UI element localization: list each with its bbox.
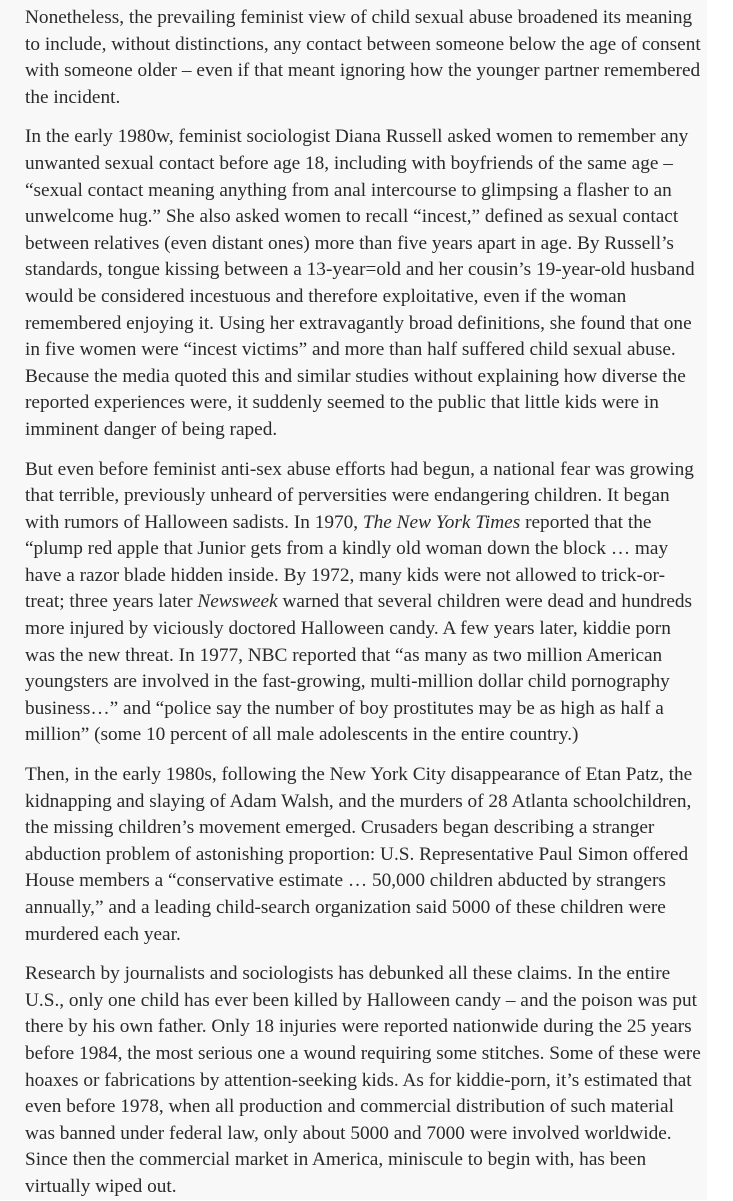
text-line: business…” and “police say the number of boy prostitutes may be as high as half a	[25, 697, 664, 719]
text-line	[25, 510, 713, 537]
text-line: have a razor blade hidden inside. By 1972, many kids were not allowed to trick-or-	[25, 564, 665, 586]
article-body	[25, 5, 713, 1201]
text-line: annually,” and a leading child-search organization said 5000 of these children were	[25, 897, 666, 918]
publication-title: The New York Times	[362, 511, 521, 533]
text-line: “sexual contact meaning anything from anal intercourse to glimpsing a flasher to an	[25, 179, 672, 201]
text-line: the incident.	[25, 86, 121, 108]
paragraph-russell-study	[25, 124, 713, 443]
text-line: murdered each year.	[25, 923, 181, 945]
paragraph-consent-definition	[25, 5, 713, 111]
text-line: million” (some 10 percent of all male adolescents in the entire country.)	[25, 724, 579, 746]
text-run: reported that the	[520, 511, 652, 533]
text-line: youngsters are involved in the fast-growing, multi-million dollar child pornography	[25, 671, 670, 693]
text-line: “plump red apple that Junior gets from a kindly old woman down the block … may	[25, 538, 669, 560]
text-run: warned that several children were dead and hundreds	[277, 591, 693, 613]
text-line: would be considered incestuous and therefore exploitative, even if the woman	[25, 285, 627, 307]
text-line: reported experiences were, it suddenly seemed to the public that little kids were in	[25, 392, 659, 414]
text-line: Nonetheless, the prevailing feminist view of child sexual abuse broadened its meaning	[25, 7, 693, 28]
text-line	[25, 589, 713, 616]
paragraph-research-debunk	[25, 961, 713, 1200]
text-line: Then, in the early 1980s, following the New York City disappearance of Etan Patz, the	[25, 764, 693, 786]
text-run: with rumors of Halloween sadists. In 1970,	[25, 511, 363, 533]
text-line: kidnapping and slaying of Adam Walsh, and the murders of 28 Atlanta schoolchildren,	[25, 790, 692, 812]
text-line: there by his own father. Only 18 injuries were reported nationwide during the 25 years	[25, 1016, 692, 1038]
text-line: in five women were “incest victims” and more than half suffered child sexual abuse.	[25, 339, 676, 361]
text-line: that terrible, previously unheard of perversities were endangering children. It began	[25, 485, 670, 507]
text-line: the missing children’s movement emerged. Crusaders began describing a stranger	[25, 817, 655, 839]
right-margin-strip	[707, 0, 733, 1200]
text-line: more injured by viciously doctored Halloween candy. A few years later, kiddie porn	[25, 618, 671, 640]
text-line: imminent danger of being raped.	[25, 418, 278, 440]
text-line: standards, tongue kissing between a 13-year=old and her cousin’s 19-year-old husband	[25, 259, 695, 281]
text-line: In the early 1980w, feminist sociologist Diana Russell asked women to remember any	[25, 126, 689, 148]
text-line: was banned under federal law, only about 5000 and 7000 were involved worldwide.	[25, 1122, 672, 1144]
text-line: hoaxes or fabrications by attention-seeking kids. As for kiddie-porn, it’s estimated that	[25, 1069, 692, 1091]
text-line: Because the media quoted this and similar studies without explaining how diverse the	[25, 365, 686, 387]
text-line: even before 1978, when all production and commercial distribution of such material	[25, 1096, 674, 1118]
paragraph-national-fear	[25, 457, 713, 750]
text-line: with someone older – even if that meant ignoring how the younger partner remembered	[25, 60, 701, 82]
text-line: U.S., only one child has ever been killed by Halloween candy – and the poison was put	[25, 989, 698, 1011]
text-line: between relatives (even distant ones) more than five years apart in age. By Russell’s	[25, 232, 674, 254]
text-line: House members a “conservative estimate … 50,000 children abducted by strangers	[25, 870, 666, 892]
text-line: unwelcome hug.” She also asked women to recall “incest,” defined as sexual contact	[25, 206, 679, 228]
publication-title: Newsweek	[197, 591, 278, 613]
text-run: treat; three years later	[25, 591, 198, 613]
text-line: abduction problem of astonishing proportion: U.S. Representative Paul Simon offered	[25, 843, 689, 865]
text-line: before 1984, the most serious one a wound requiring some stitches. Some of these were	[25, 1042, 701, 1064]
text-line: remembered enjoying it. Using her extravagantly broad definitions, she found that one	[25, 312, 692, 334]
paragraph-missing-children	[25, 762, 713, 948]
text-line: unwanted sexual contact before age 18, including with boyfriends of the same age –	[25, 152, 673, 174]
text-line: to include, without distinctions, any contact between someone below the age of consent	[25, 33, 701, 55]
text-line: Research by journalists and sociologists has debunked all these claims. In the entire	[25, 963, 671, 985]
text-line: Since then the commercial market in America, miniscule to begin with, has been	[25, 1149, 647, 1171]
text-line: But even before feminist anti-sex abuse efforts had begun, a national fear was growing	[25, 458, 694, 480]
text-line: virtually wiped out.	[25, 1175, 177, 1197]
text-line: was the new threat. In 1977, NBC reported that “as many as two million American	[25, 644, 663, 666]
